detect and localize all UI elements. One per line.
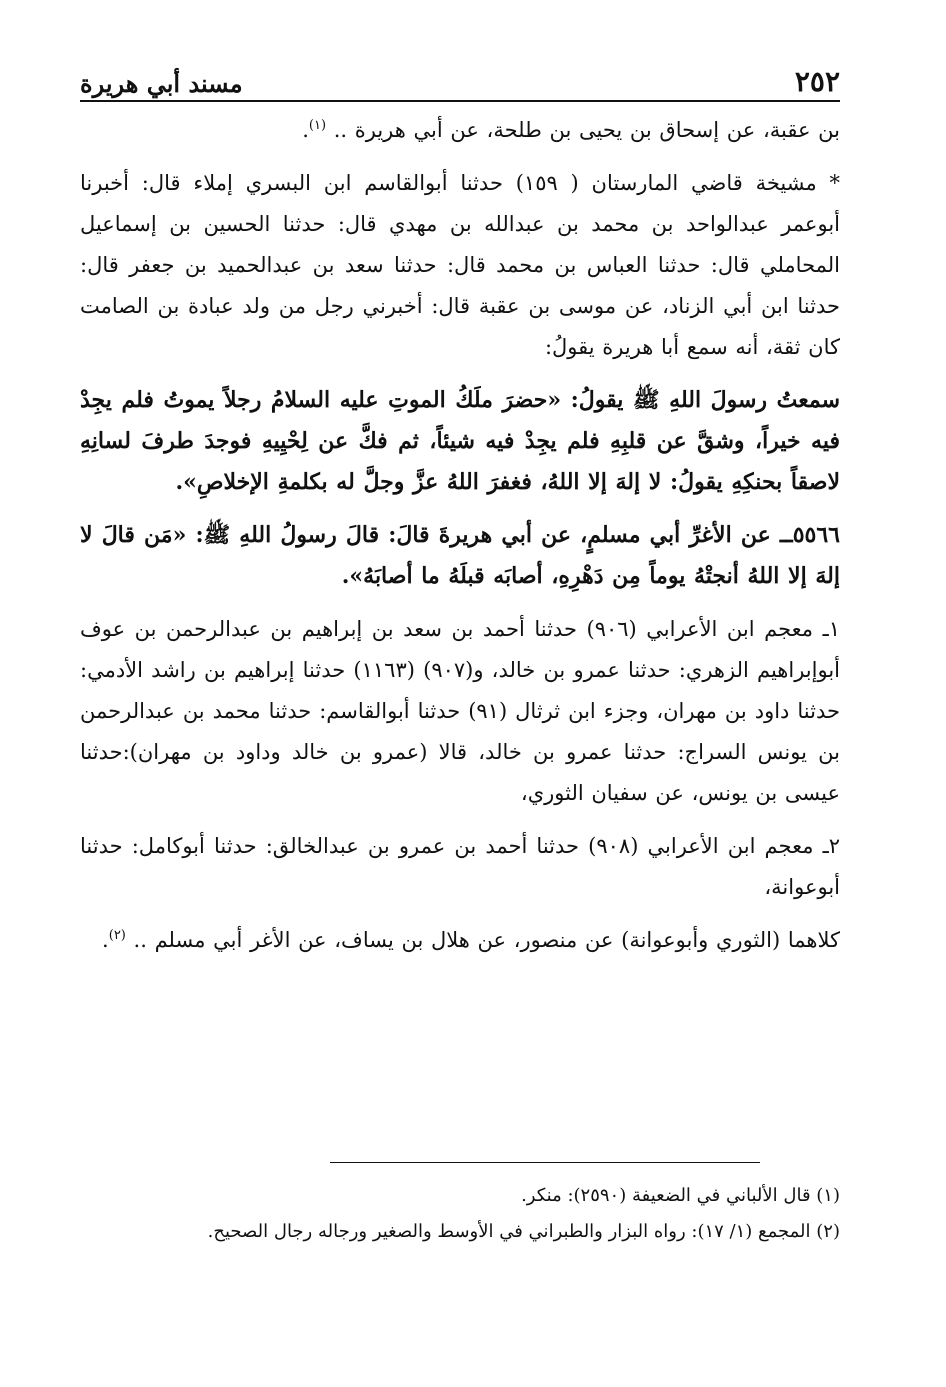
takhrij-1: ١ـ معجم ابن الأعرابي (٩٠٦) حدثنا أحمد بن سعد بن إبراهيم بن عبدالرحمن بن عوف أبوإبراهيم الزهري: حدثنا عمرو بن خالد، و(٩٠٧) (١١٦٣) حدثنا إبراهيم بن راشد الأدمي: حدثنا داود بن مهران، وجزء ابن ثرثال (٩١) حدثنا أبوالقاسم: حدثنا محمد بن عبدالرحمن بن يونس السراج: حدثنا عمرو بن خالد، قالا (عمرو بن خالد وداود بن مهران):حدثنا عيسى بن يونس، عن سفيان الثوري، [80,617,841,805]
footnote-divider [330,1162,760,1163]
takhrij-2: ٢ـ معجم ابن الأعرابي (٩٠٨) حدثنا أحمد بن عمرو بن عبدالخالق: حدثنا أبوكامل: حدثنا أبوعوانة، [80,834,841,899]
footnotes [80,1178,840,1250]
page-header [80,58,840,102]
hadith-5566: ٥٥٦٦ــ عن الأغرِّ أبي مسلمٍ، عن أبي هريرةَ قالَ: قالَ رسولُ اللهِ ﷺ: «مَن قالَ لا إلهَ إلا اللهُ أنجتْهُ يوماً مِن دَهْرِهِ، أصابَه قبلَهُ ما أصابَهُ». [80,522,840,589]
footnote-1: (١) قال الألباني في الضعيفة (٢٥٩٠): منكر. [521,1185,840,1206]
page-number: ٢٥٢ [794,65,840,98]
running-title: مسند أبي هريرة [80,69,243,98]
document-page [80,58,840,961]
takhrij-both: كلاهما (الثوري وأبوعوانة) عن منصور، عن هلال بن يساف، عن الأغر أبي مسلم .. $^{(٢)}$. [102,928,840,952]
footnote-2: (٢) المجمع (١/ ١٧): رواه البزار والطبراني في الأوسط والصغير ورجاله رجال الصحيح. [207,1221,840,1242]
paragraph-continuation: بن عقبة، عن إسحاق بن يحيى بن طلحة، عن أبي هريرة .. $^{(١)}$. [302,118,840,142]
footnote-mark-1: (١) [308,118,327,133]
paragraph-mashyakha: * مشيخة قاضي المارستان ( ١٥٩) حدثنا أبوالقاسم ابن البسري إملاء قال: أخبرنا أبوعمر عبدالواحد بن محمد بن عبدالله بن مهدي قال: حدثنا الحسين بن إسماعيل المحاملي قال: حدثنا العباس بن محمد قال: حدثنا سعد بن عبدالحميد بن جعفر قال: حدثنا ابن أبي الزناد، عن موسى بن عقبة قال: أخبرني رجل من ولد عبادة بن الصامت كان ثقة، أنه سمع أبا هريرة يقولُ: [80,171,840,359]
hadith-text: سمعتُ رسولَ اللهِ ﷺ يقولُ: «حضرَ ملَكُ الموتِ عليه السلامُ رجلاً يموتُ فلم يجِدْ فيه خيراً، وشقَّ عن قلبِهِ فلم يجِدْ فيه شيئاً، ثم فكَّ عن لِحْيِيهِ فوجدَ طرفَ لسانِهِ لاصقاً بحنكِهِ يقولُ: لا إلهَ إلا اللهُ، فغفرَ اللهُ عزَّ وجلَّ له بكلمةِ الإخلاصِ». [80,387,840,495]
footnote-mark-2: (٢) [108,928,126,943]
